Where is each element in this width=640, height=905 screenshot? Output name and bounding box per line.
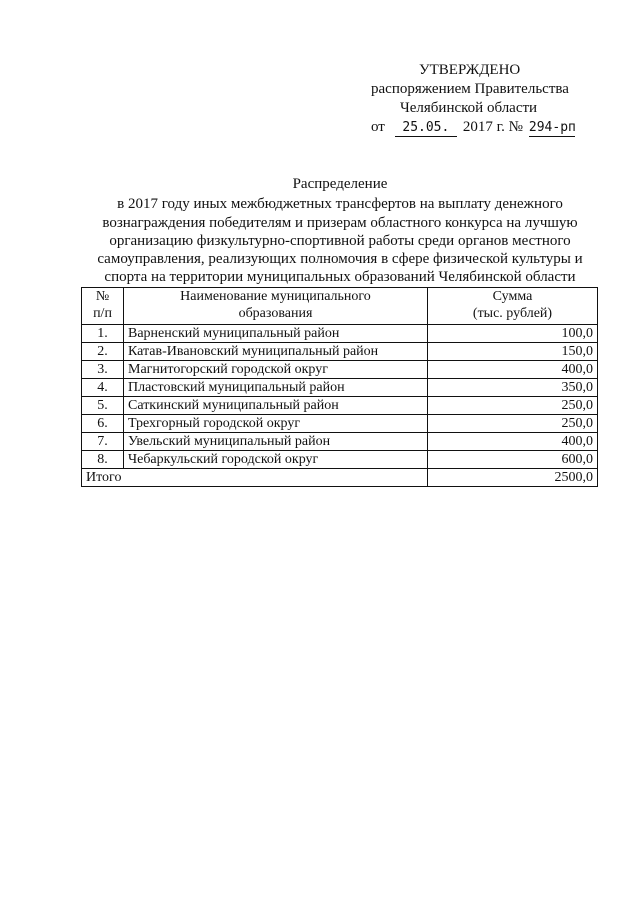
header-name-line-2: образования [238, 306, 313, 321]
table-row [82, 397, 598, 415]
row-name: Трехгорный городской округ [124, 415, 428, 433]
approval-year: 2017 г. № [462, 119, 523, 135]
header-num-line-1: № [95, 289, 110, 304]
header-name-line-1: Наименование муниципального [180, 289, 371, 304]
table-row [82, 451, 598, 469]
table-total-row [82, 469, 598, 487]
header-sum-line-1: Сумма [492, 289, 533, 304]
row-sum: 250,0 [428, 415, 598, 433]
row-sum: 600,0 [428, 451, 598, 469]
table-header-row [82, 288, 598, 325]
table-row [82, 433, 598, 451]
total-label: Итого [82, 469, 428, 487]
row-name: Катав-Ивановский муниципальный район [124, 343, 428, 361]
table-row [82, 343, 598, 361]
header-num [82, 288, 124, 325]
table-row [82, 361, 598, 379]
approval-title: УТВЕРЖДЕНО [419, 62, 521, 78]
row-name: Саткинский муниципальный район [124, 397, 428, 415]
header-num-line-2: п/п [93, 306, 112, 321]
table-row [82, 325, 598, 343]
row-num: 3. [82, 361, 124, 379]
approval-line-2: Челябинской области [400, 100, 538, 116]
row-num: 5. [82, 397, 124, 415]
table-row [82, 379, 598, 397]
heading-line: спорта на территории муниципальных образований Челябинской области [104, 269, 576, 286]
row-num: 6. [82, 415, 124, 433]
row-sum: 150,0 [428, 343, 598, 361]
row-sum: 400,0 [428, 361, 598, 379]
distribution-table [81, 287, 598, 487]
row-num: 7. [82, 433, 124, 451]
heading-title: Распределение [292, 176, 388, 192]
row-num: 8. [82, 451, 124, 469]
row-num: 4. [82, 379, 124, 397]
approval-line-3 [371, 117, 575, 137]
table-row [82, 415, 598, 433]
document-heading [80, 175, 600, 287]
row-name: Чебаркульский городской округ [124, 451, 428, 469]
heading-line: самоуправления, реализующих полномочия в сфере физической культуры и [97, 251, 583, 268]
row-name: Магнитогорский городской округ [124, 361, 428, 379]
heading-line: в 2017 году иных межбюджетных трансфертов на выплату денежного [117, 196, 563, 213]
approval-number: 294-рп [528, 120, 576, 135]
header-sum-line-2: (тыс. рублей) [472, 306, 553, 321]
row-name: Варненский муниципальный район [124, 325, 428, 343]
approval-from-label: от [371, 119, 385, 135]
row-sum: 350,0 [428, 379, 598, 397]
row-sum: 250,0 [428, 397, 598, 415]
total-sum: 2500,0 [428, 469, 598, 487]
approval-date: 25.05. [395, 120, 457, 137]
heading-line: вознаграждения победителям и призерам областного конкурса на лучшую [102, 214, 578, 231]
row-sum: 400,0 [428, 433, 598, 451]
row-sum: 100,0 [428, 325, 598, 343]
row-num: 2. [82, 343, 124, 361]
header-name [124, 288, 428, 325]
header-sum [428, 288, 598, 325]
row-num: 1. [82, 325, 124, 343]
row-name: Пластовский муниципальный район [124, 379, 428, 397]
heading-line: организацию физкультурно-спортивной работы среди органов местного [109, 232, 571, 249]
row-name: Увельский муниципальный район [124, 433, 428, 451]
approval-line-1: распоряжением Правительства [371, 81, 569, 97]
